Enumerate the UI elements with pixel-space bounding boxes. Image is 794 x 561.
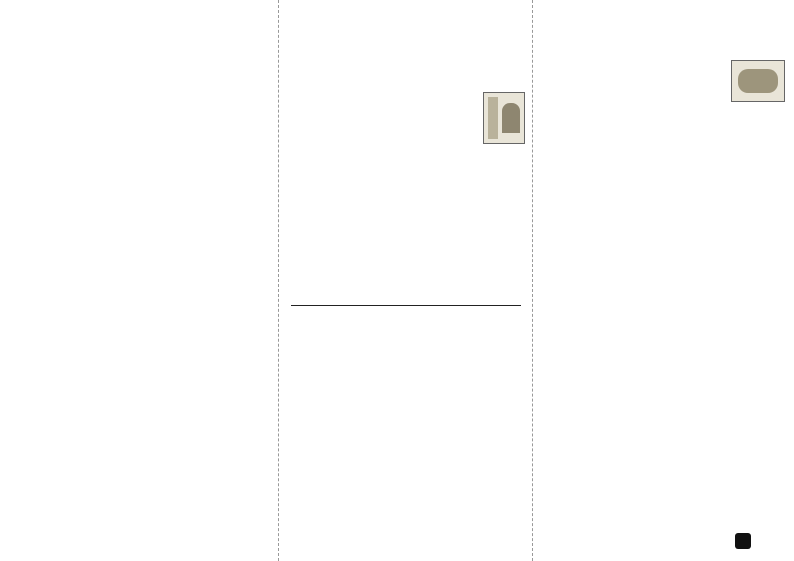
illustration-image	[731, 60, 785, 102]
page-1	[6, 0, 270, 561]
camscanner-logo-icon	[735, 533, 751, 549]
page-3	[532, 0, 793, 561]
page-2	[278, 0, 531, 561]
scanner-badge	[735, 533, 754, 549]
population-chart	[551, 248, 781, 340]
timeline-diagram	[287, 292, 525, 318]
stamp-image	[483, 92, 525, 144]
timeline-axis	[291, 305, 521, 306]
